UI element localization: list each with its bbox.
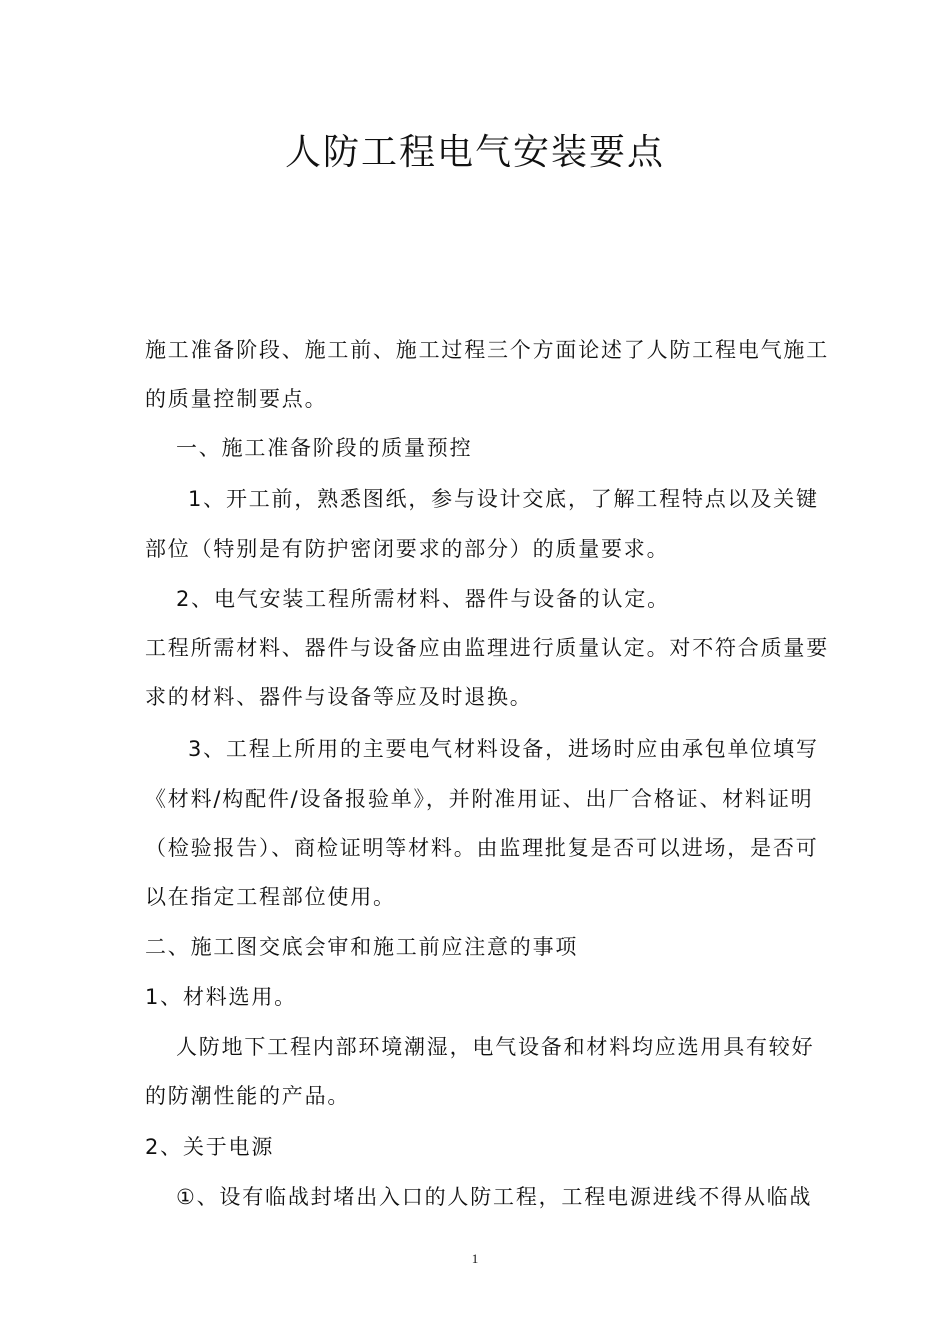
paragraph-line-2: 的质量控制要点。 <box>145 387 328 411</box>
list-item-materials: 1、材料选用。 <box>145 985 297 1009</box>
section-heading-2: 二、施工图交底会审和施工前应注意的事项 <box>145 935 579 959</box>
paragraph-line-5: 部位（特别是有防护密闭要求的部分）的质量要求。 <box>145 537 670 561</box>
paragraph-line-4: 1、开工前，熟悉图纸，参与设计交底，了解工程特点以及关键 <box>188 487 819 511</box>
list-item-2: 2、电气安装工程所需材料、器件与设备的认定。 <box>176 587 670 611</box>
paragraph-line-12: 以在指定工程部位使用。 <box>145 885 396 909</box>
paragraph-line-9: 3、工程上所用的主要电气材料设备，进场时应由承包单位填写 <box>188 737 819 761</box>
document-title: 人防工程电气安装要点 <box>284 132 665 173</box>
section-heading-1: 一、施工准备阶段的质量预控 <box>176 436 473 460</box>
paragraph-line-7: 工程所需材料、器件与设备应由监理进行质量认定。对不符合质量要 <box>145 636 829 660</box>
paragraph-line-11: （检验报告）、商检证明等材料。由监理批复是否可以进场，是否可 <box>145 836 819 860</box>
paragraph-line-15: 人防地下工程内部环境潮湿，电气设备和材料均应选用具有较好 <box>176 1035 815 1059</box>
paragraph-line-16: 的防潮性能的产品。 <box>145 1084 351 1108</box>
page-number: 1 <box>471 1251 479 1266</box>
paragraph-line-18: ①、设有临战封堵出入口的人防工程，工程电源进线不得从临战 <box>176 1185 813 1209</box>
paragraph-line-8: 求的材料、器件与设备等应及时退换。 <box>145 685 533 709</box>
paragraph-line-10: 《材料/构配件/设备报验单》，并附准用证、出厂合格证、材料证明 <box>145 787 814 811</box>
paragraph-line-1: 施工准备阶段、施工前、施工过程三个方面论述了人防工程电气施工 <box>145 338 829 362</box>
list-item-power: 2、关于电源 <box>145 1135 275 1159</box>
